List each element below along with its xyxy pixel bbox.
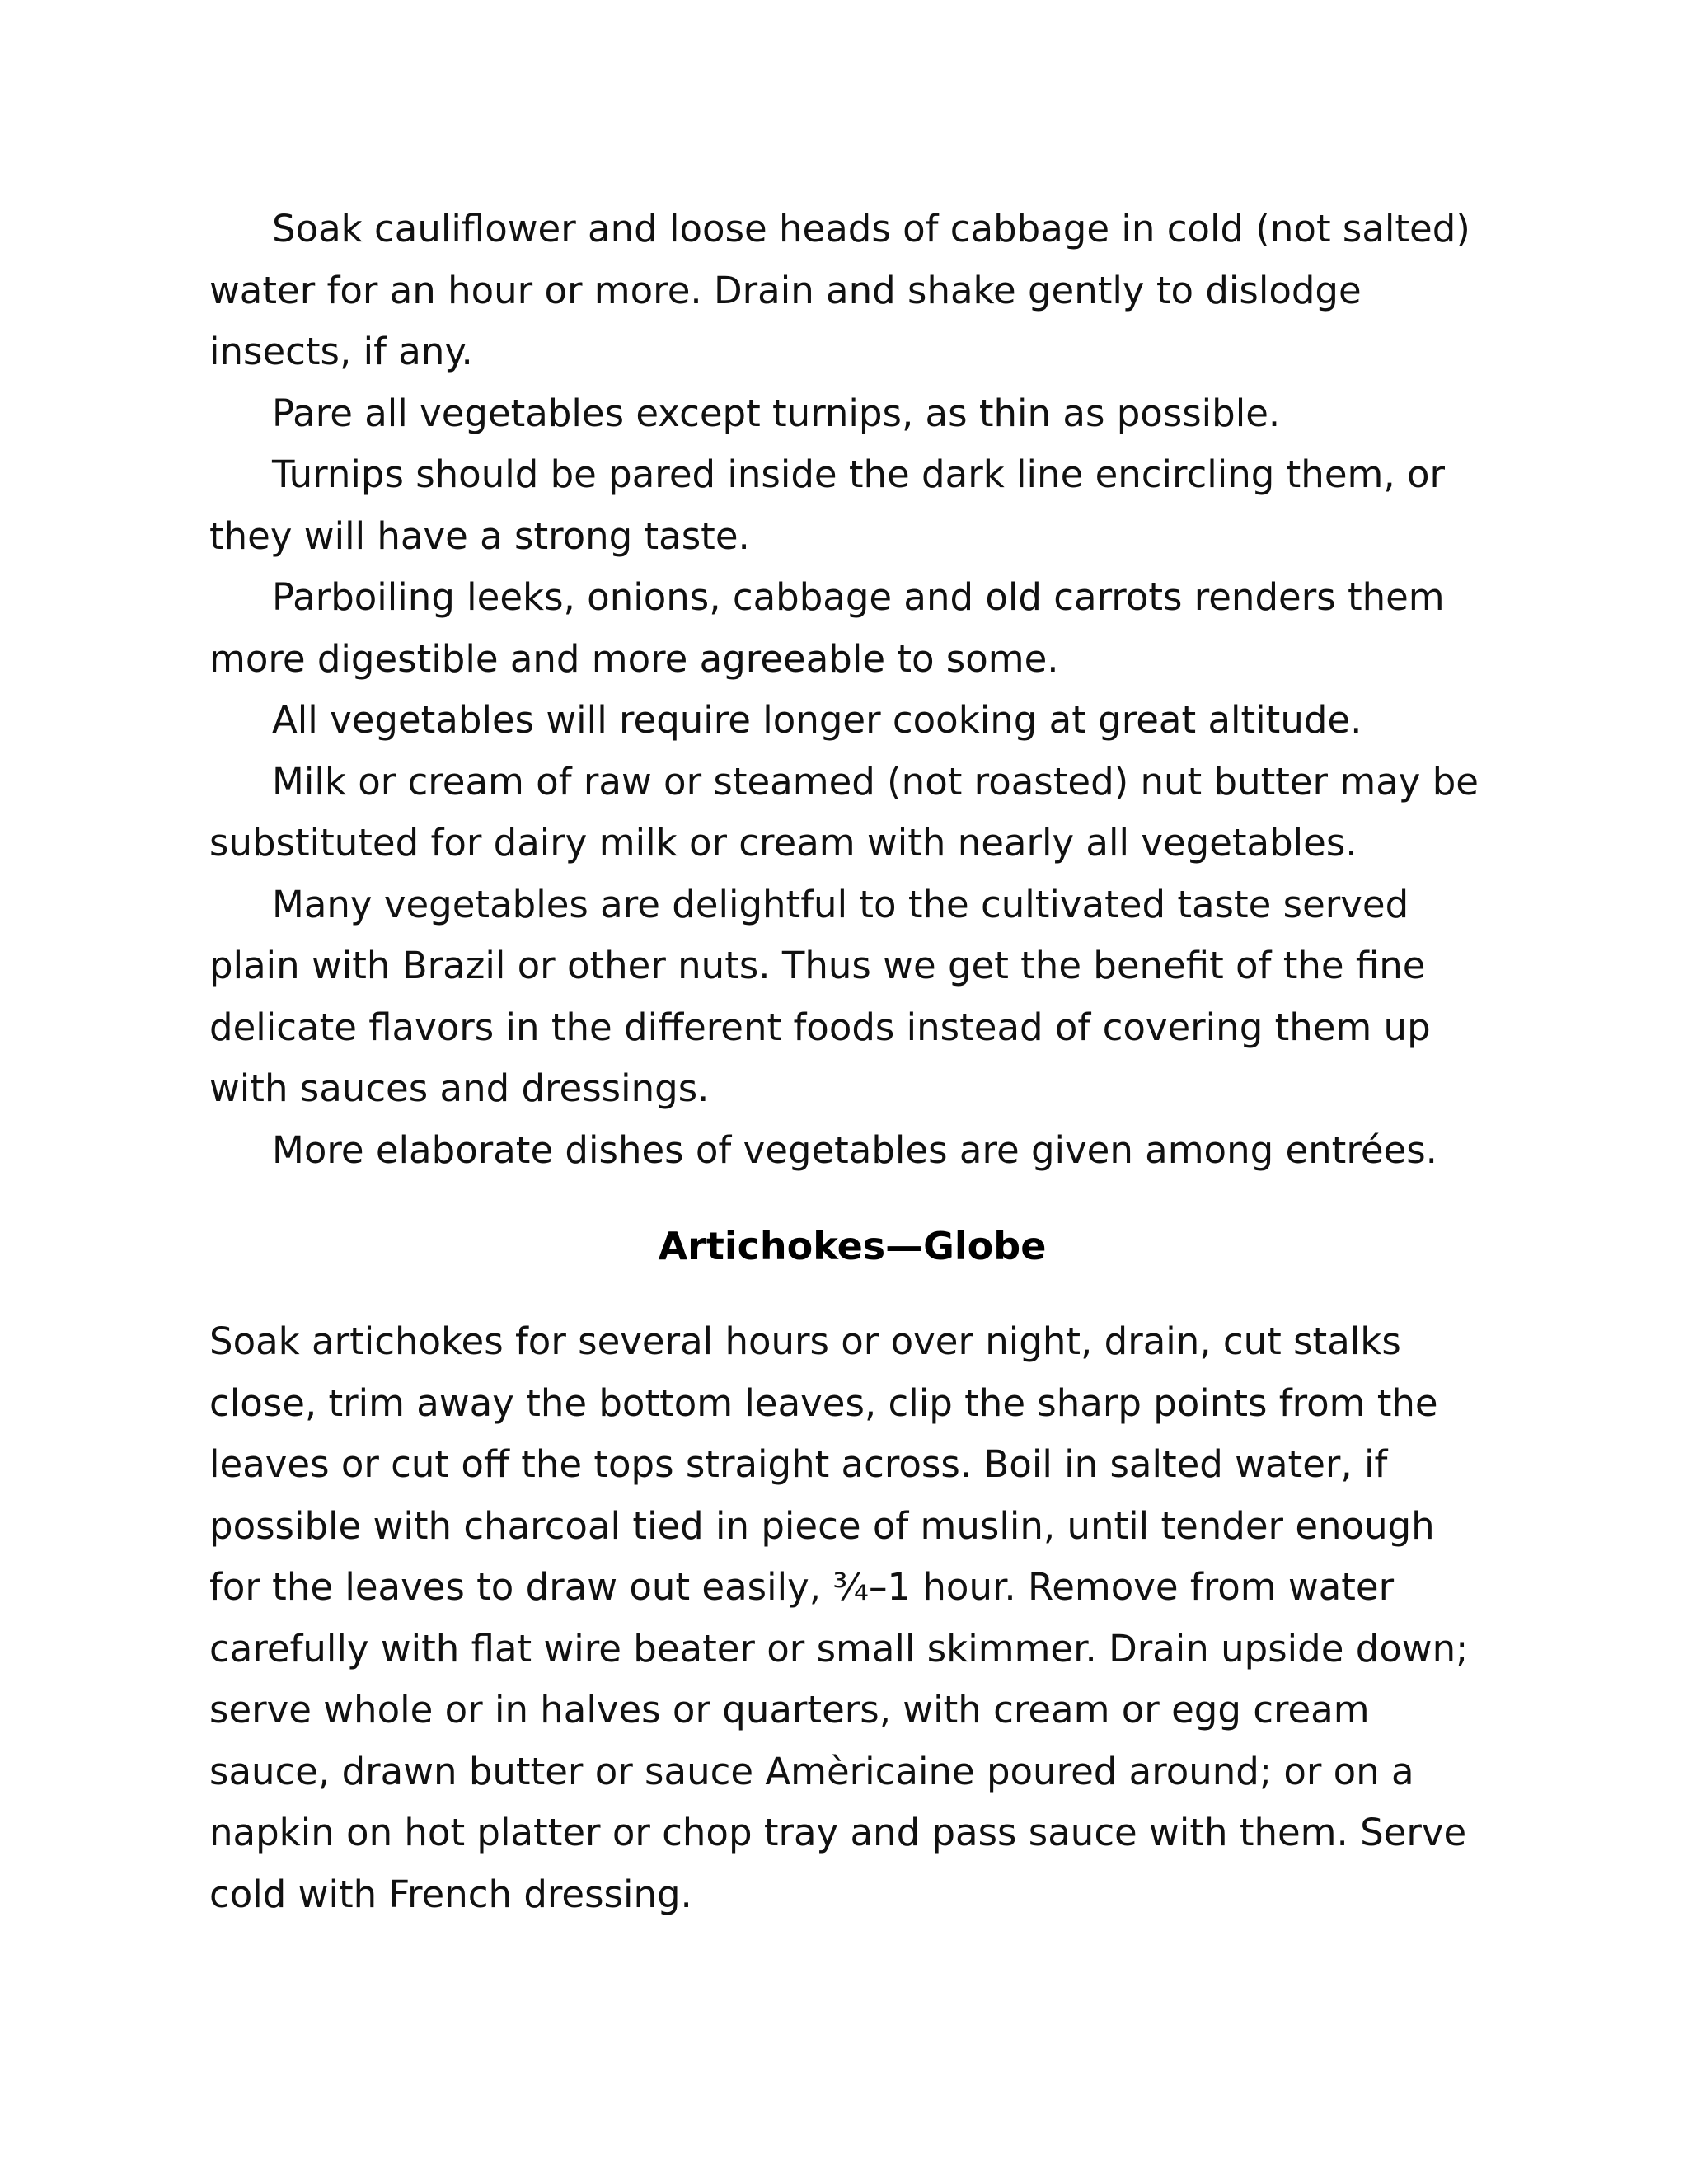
intro-paragraph-nut-milk: Milk or cream of raw or steamed (not roasted) nut butter may be substituted for dairy milk or cream with nearly all vegetables.	[209, 759, 1479, 865]
intro-paragraph-cauliflower: Soak cauliflower and loose heads of cabbage in cold (not salted) water for an hour or more. Drain and shake gently to dislodge insects, if any.	[209, 207, 1470, 373]
section-body: Soak artichokes for several hours or over night, drain, cut stalks close, trim away the bottom leaves, clip the sharp points from the leaves or cut off the tops straight across. Boil in salted water, if possible with charcoal tied in piece of muslin, until tender enough for the leaves to draw out easily, ¾–1 hour. Remove from water carefully with flat wire beater or small skimmer. Drain upside down; serve whole or in halves or quarters, with cream or egg cream sauce, drawn butter or sauce Amèricaine poured around; or on a napkin on hot platter or chop tray and pass sauce with them. Serve cold with French dressing.	[209, 1319, 1469, 1916]
section-heading: Artichokes—Globe	[658, 1224, 1047, 1268]
intro-paragraph-pare: Pare all vegetables except turnips, as thin as possible.	[272, 391, 1281, 435]
intro-paragraph-turnips: Turnips should be pared inside the dark line encircling them, or they will have a strong taste.	[209, 452, 1445, 558]
intro-paragraph-entrees: More elaborate dishes of vegetables are given among entrées.	[272, 1127, 1437, 1172]
intro-paragraph-altitude: All vegetables will require longer cooking at great altitude.	[272, 698, 1362, 742]
intro-paragraph-plain-serving: Many vegetables are delightful to the cultivated taste served plain with Brazil or other nuts. Thus we get the benefit of the fine delicate flavors in the different foods instead of covering them up with sauces and dressings.	[209, 882, 1431, 1110]
intro-paragraph-parboiling: Parboiling leeks, onions, cabbage and old carrots renders them more digestible and more agreeable to some.	[209, 575, 1445, 681]
page-text	[209, 199, 1495, 1925]
